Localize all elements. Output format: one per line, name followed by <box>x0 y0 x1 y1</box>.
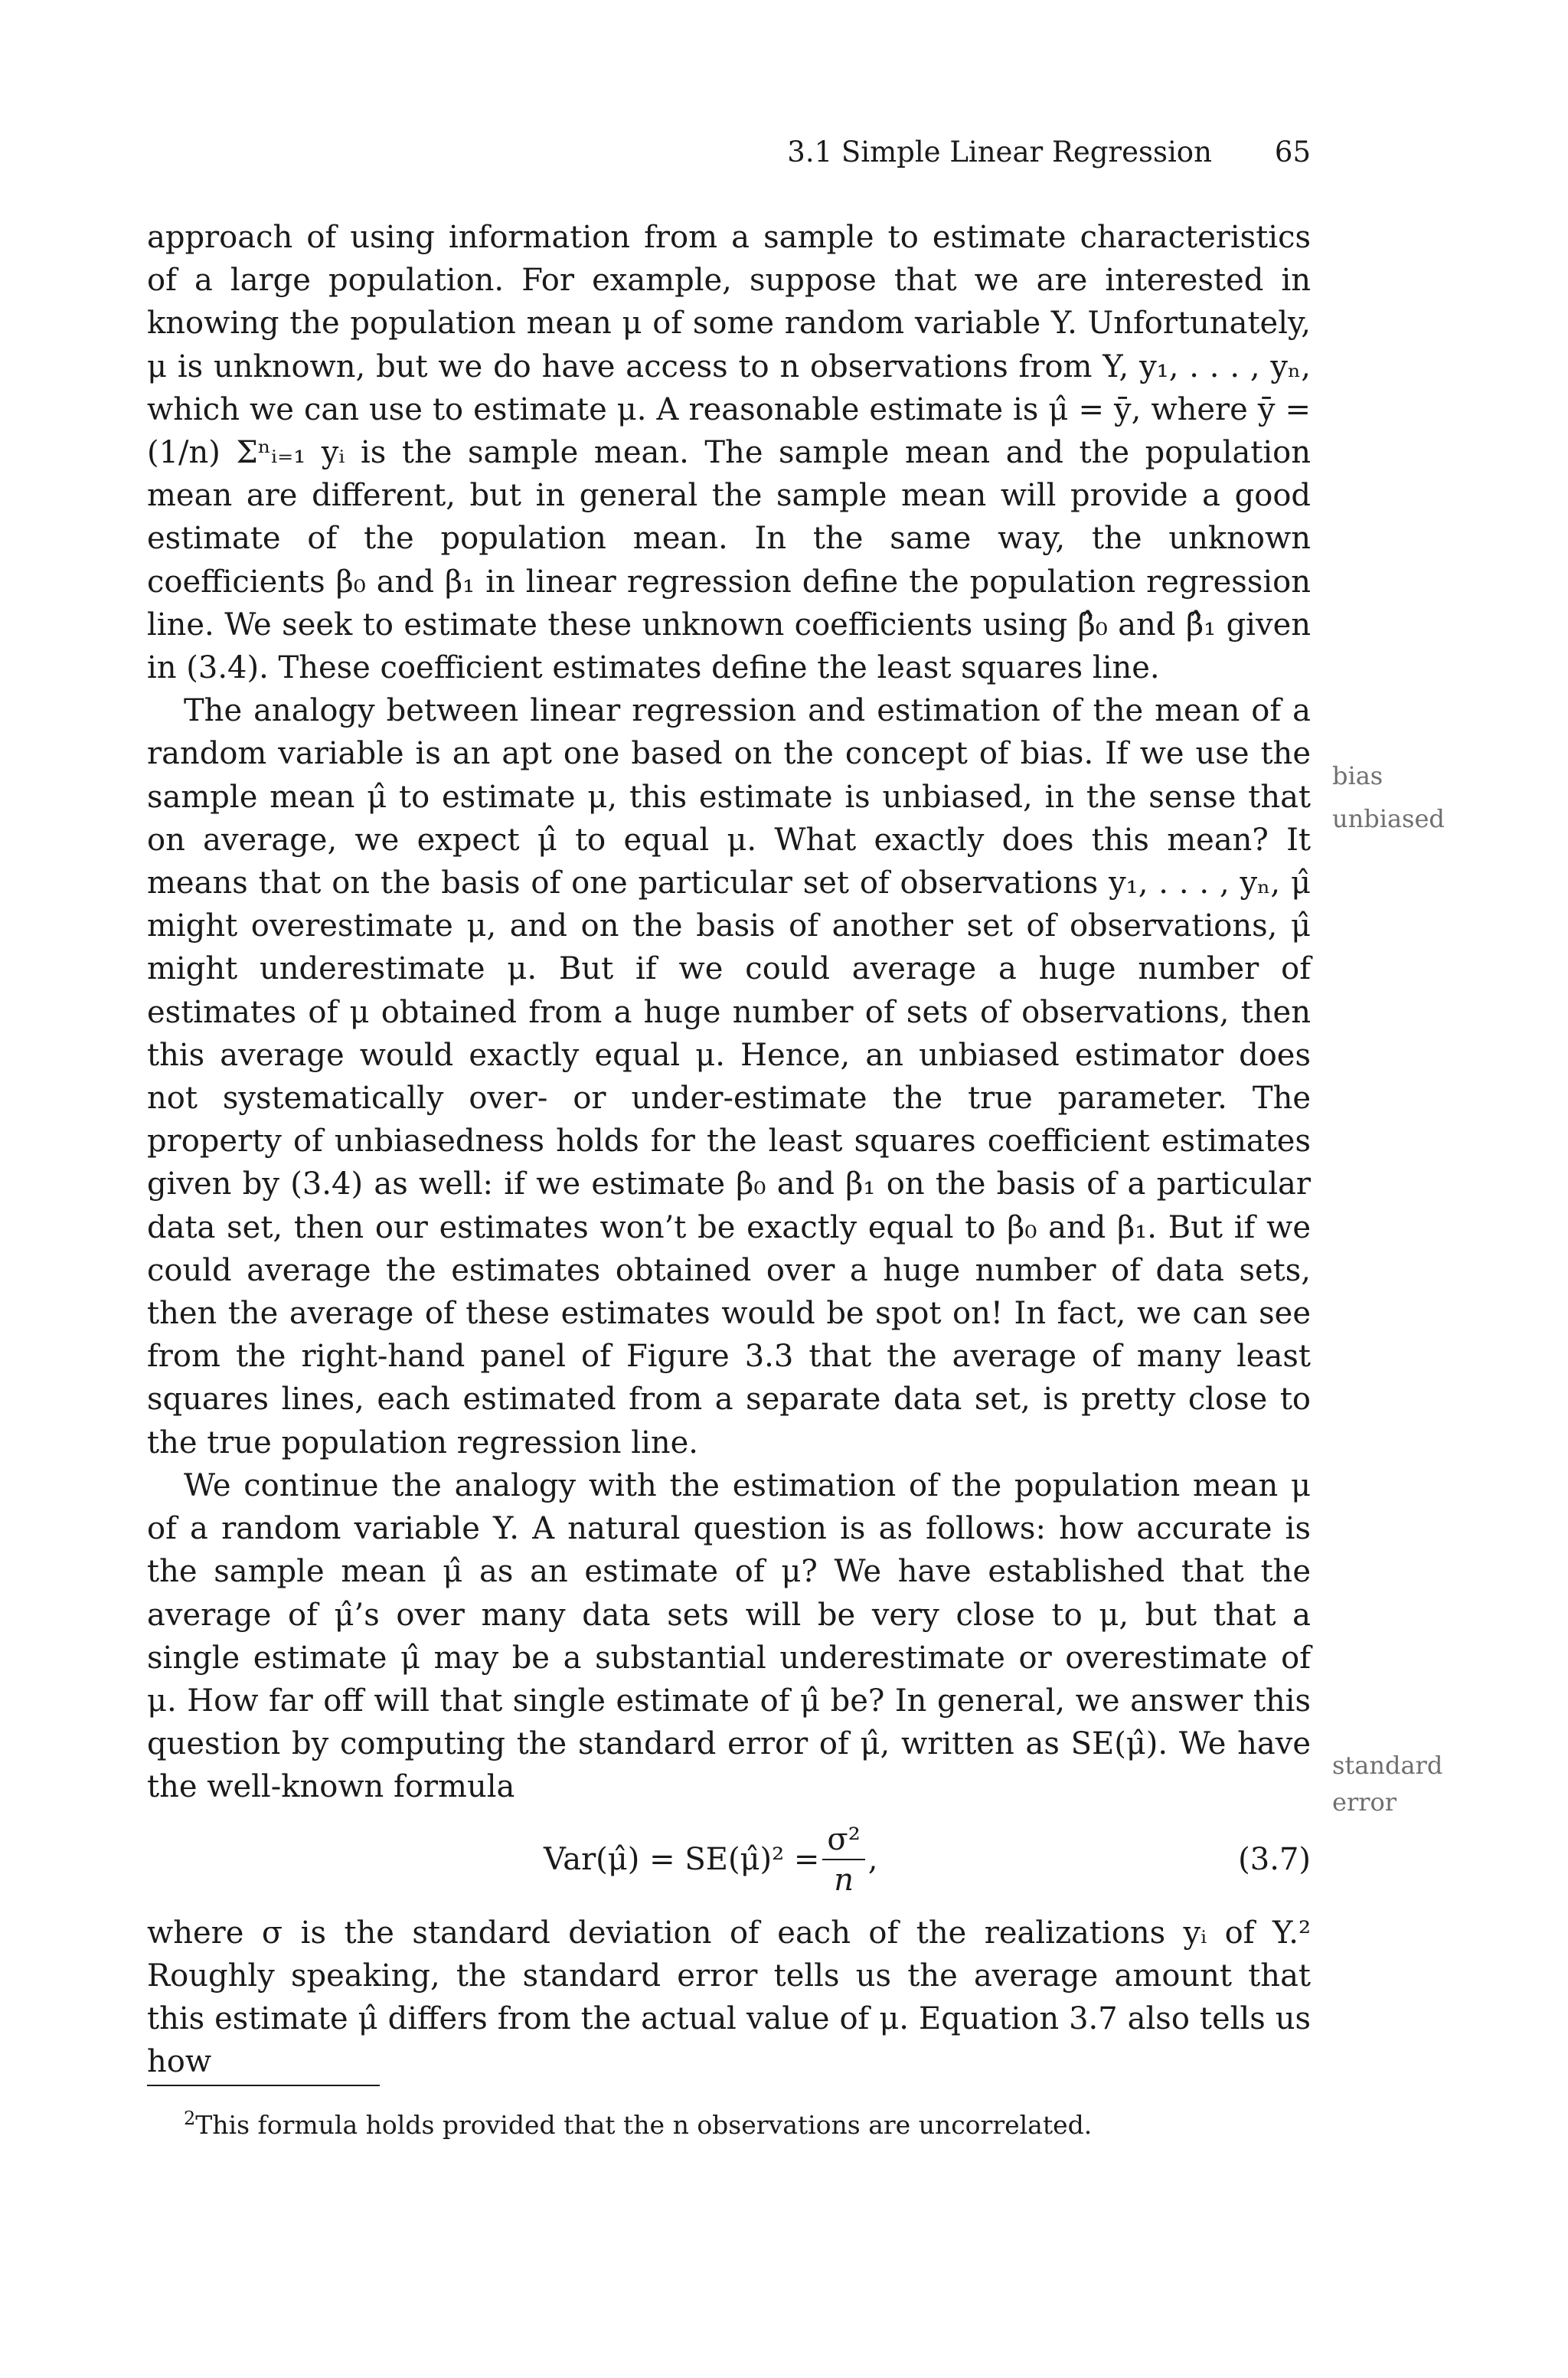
equation-formula <box>544 1815 877 1905</box>
paragraph-1: approach of using information from a sample to estimate characteristics of a large population. For example, suppose that we are interested in knowing the population mean μ of some random variable Y. Unfortunately, μ is unknown, but we do have access to n observations from Y, y₁, . . . , yₙ, which we can use to estimate μ. A reasonable estimate is μ̂ = ȳ, where ȳ = (1/n) Σⁿᵢ₌₁ yᵢ is the sample mean. The sample mean and the population mean are different, but in general the sample mean will provide a good estimate of the population mean. In the same way, the unknown coefficients β₀ and β₁ in linear regression define the population regression line. We seek to estimate these unknown coefficients using β̂₀ and β̂₁ given in (3.4). These coefficient estimates define the least squares line. <box>147 220 1311 686</box>
page-number: 65 <box>1274 135 1311 168</box>
equation-denominator: n <box>834 1862 854 1898</box>
margin-note-unbiased: unbiased <box>1332 804 1445 833</box>
footnote-marker: 2 <box>184 2108 196 2129</box>
paragraph-3: We continue the analogy with the estimation of the population mean μ of a random variable Y. A natural question is as follows: how accurate is the sample mean μ̂ as an estimate of μ? We have established that the average of μ̂’s over many data sets will be very close to μ, but that a single estimate μ̂ may be a substantial underestimate or overestimate of μ. How far off will that single estimate of μ̂ be? In general, we answer this question by computing the standard error of μ̂, written as SE(μ̂). We have the well-known formula <box>147 1467 1311 1805</box>
section-title: 3.1 Simple Linear Regression <box>787 135 1212 168</box>
paragraph-4: where σ is the standard deviation of each of the realizations yᵢ of Y.² Roughly speaking, the standard error tells us the average amount that this estimate μ̂ differs from the actual value of μ. Equation 3.7 also tells us how <box>147 1915 1311 2080</box>
margin-note-bias: bias <box>1332 761 1383 790</box>
equation-fraction <box>822 1820 864 1900</box>
equation-lhs: Var(μ̂) = SE(μ̂)² = <box>544 1842 820 1878</box>
equation-3-7 <box>147 1809 1311 1912</box>
footnote <box>184 2110 1092 2140</box>
running-header <box>766 129 1311 175</box>
equation-comma: , <box>867 1842 878 1878</box>
margin-note-error: error <box>1332 1788 1397 1817</box>
margin-note-standard: standard <box>1332 1751 1443 1780</box>
footnote-text: This formula holds provided that the n observations are uncorrelated. <box>195 2110 1093 2140</box>
equation-number: (3.7) <box>1238 1841 1311 1877</box>
equation-numerator: σ² <box>822 1820 864 1860</box>
body-text <box>147 216 1311 2083</box>
paragraph-2: The analogy between linear regression and estimation of the mean of a random variable is an apt one based on the concept of bias. If we use the sample mean μ̂ to estimate μ, this estimate is unbiased, in the sense that on average, we expect μ̂ to equal μ. What exactly does this mean? It means that on the basis of one particular set of observations y₁, . . . , yₙ, μ̂ might overestimate μ, and on the basis of another set of observations, μ̂ might underestimate μ. But if we could average a huge number of estimates of μ obtained from a huge number of sets of observations, then this average would exactly equal μ. Hence, an unbiased estimator does not systematically over- or under-estimate the true parameter. The property of unbiasedness holds for the least squares coefficient estimates given by (3.4) as well: if we estimate β₀ and β₁ on the basis of a particular data set, then our estimates won’t be exactly equal to β₀ and β₁. But if we could average the estimates obtained over a huge number of data sets, then the average of these estimates would be spot on! In fact, we can see from the right-hand panel of Figure 3.3 that the average of many least squares lines, each estimated from a separate data set, is pretty close to the true population regression line. <box>147 693 1311 1460</box>
footnote-rule <box>147 2085 380 2086</box>
